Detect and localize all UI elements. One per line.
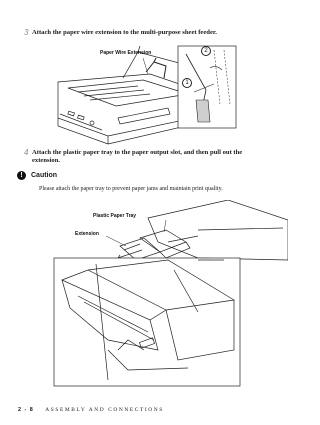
page-footer	[18, 407, 164, 413]
caution-label: Caution	[31, 172, 58, 179]
step-3	[24, 28, 264, 37]
figure-plastic-paper-tray	[48, 200, 288, 390]
step-number: 4	[24, 148, 29, 157]
exclamation-icon: !	[17, 171, 26, 180]
page-number: 2 - 8	[18, 407, 34, 413]
step-text: Attach the paper wire extension to the multi-purpose sheet feeder.	[32, 29, 217, 36]
printer-illustration-2	[48, 200, 288, 390]
marker-1: 1	[182, 78, 192, 88]
printer-illustration-1	[38, 44, 238, 148]
callout-plastic-paper-tray: Plastic Paper Tray	[93, 213, 137, 219]
figure-paper-wire-extension	[38, 44, 238, 148]
caution-text: Please attach the paper tray to prevent paper jams and maintain print quality.	[39, 186, 223, 192]
callout-paper-wire-extension: Paper Wire Extension	[100, 50, 152, 56]
section-title: ASSEMBLY AND CONNECTIONS	[45, 407, 164, 413]
marker-2: 2	[201, 46, 211, 56]
step-text: Attach the plastic paper tray to the paper output slot, and then pull out the extension.	[32, 149, 243, 164]
callout-extension: Extension	[75, 231, 99, 237]
step-4	[24, 148, 264, 165]
step-number: 3	[24, 28, 29, 37]
